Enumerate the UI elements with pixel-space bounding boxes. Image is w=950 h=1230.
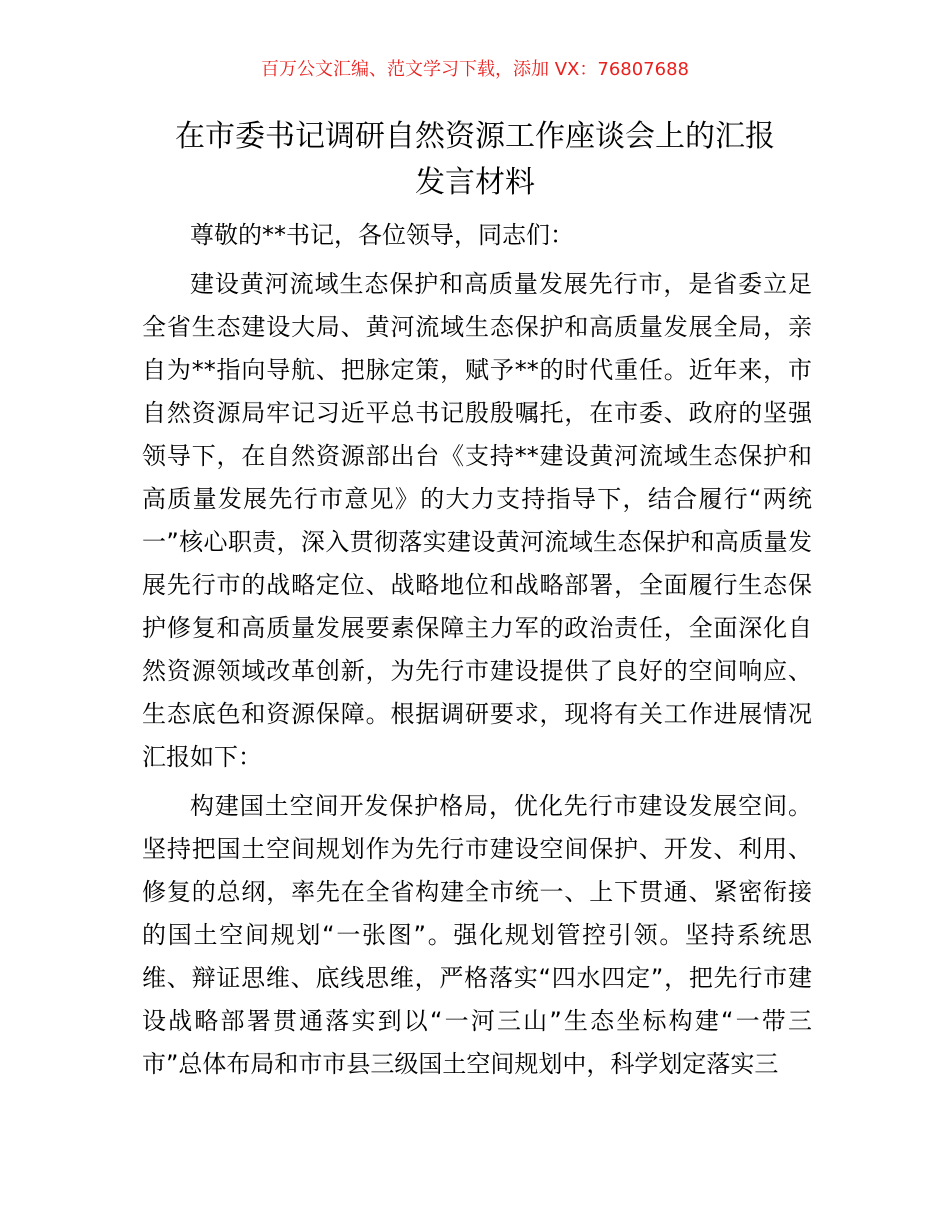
title-line-1: 在市委书记调研自然资源工作座谈会上的汇报	[175, 119, 775, 154]
paragraph-intro: 建设黄河流域生态保护和高质量发展先行市，是省委立足全省生态建设大局、黄河流域生态保护和高质量发展全局，亲自为**指向导航、把脉定策，赋予**的时代重任。近年来，市自然资源局牢记习近平总书记殷殷嘱托，在市委、政府的坚强领导下，在自然资源部出台《支持**建设黄河流域生态保护和高质量发展先行市意见》的大力支持指导下，结合履行“两统一”核心职责，深入贯彻落实建设黄河流域生态保护和高质量发展先行市的战略定位、战略地位和战略部署，全面履行生态保护修复和高质量发展要素保障主力军的政治责任，全面深化自然资源领域改革创新，为先行市建设提供了良好的空间响应、生态底色和资源保障。根据调研要求，现将有关工作进展情况汇报如下：	[142, 270, 812, 771]
document-title	[100, 114, 850, 206]
title-line-2: 发言材料	[415, 165, 535, 200]
document-body	[142, 214, 812, 1086]
promo-banner: 百万公文汇编、范文学习下载，添加 VX：76807688	[261, 59, 689, 80]
paragraph-spatial-planning: 构建国土空间开发保护格局，优化先行市建设发展空间。坚持把国土空间规划作为先行市建设空间保护、开发、利用、修复的总纲，率先在全省构建全市统一、上下贯通、紧密衔接的国土空间规划“一张图”。强化规划管控引领。坚持系统思维、辩证思维、底线思维，严格落实“四水四定”，把先行市建设战略部署贯通落实到以“一河三山”生态坐标构建“一带三市”总体布局和市市县三级国土空间规划中，科学划定落实三	[142, 792, 812, 1078]
greeting: 尊敬的**书记，各位领导，同志们：	[190, 221, 574, 249]
